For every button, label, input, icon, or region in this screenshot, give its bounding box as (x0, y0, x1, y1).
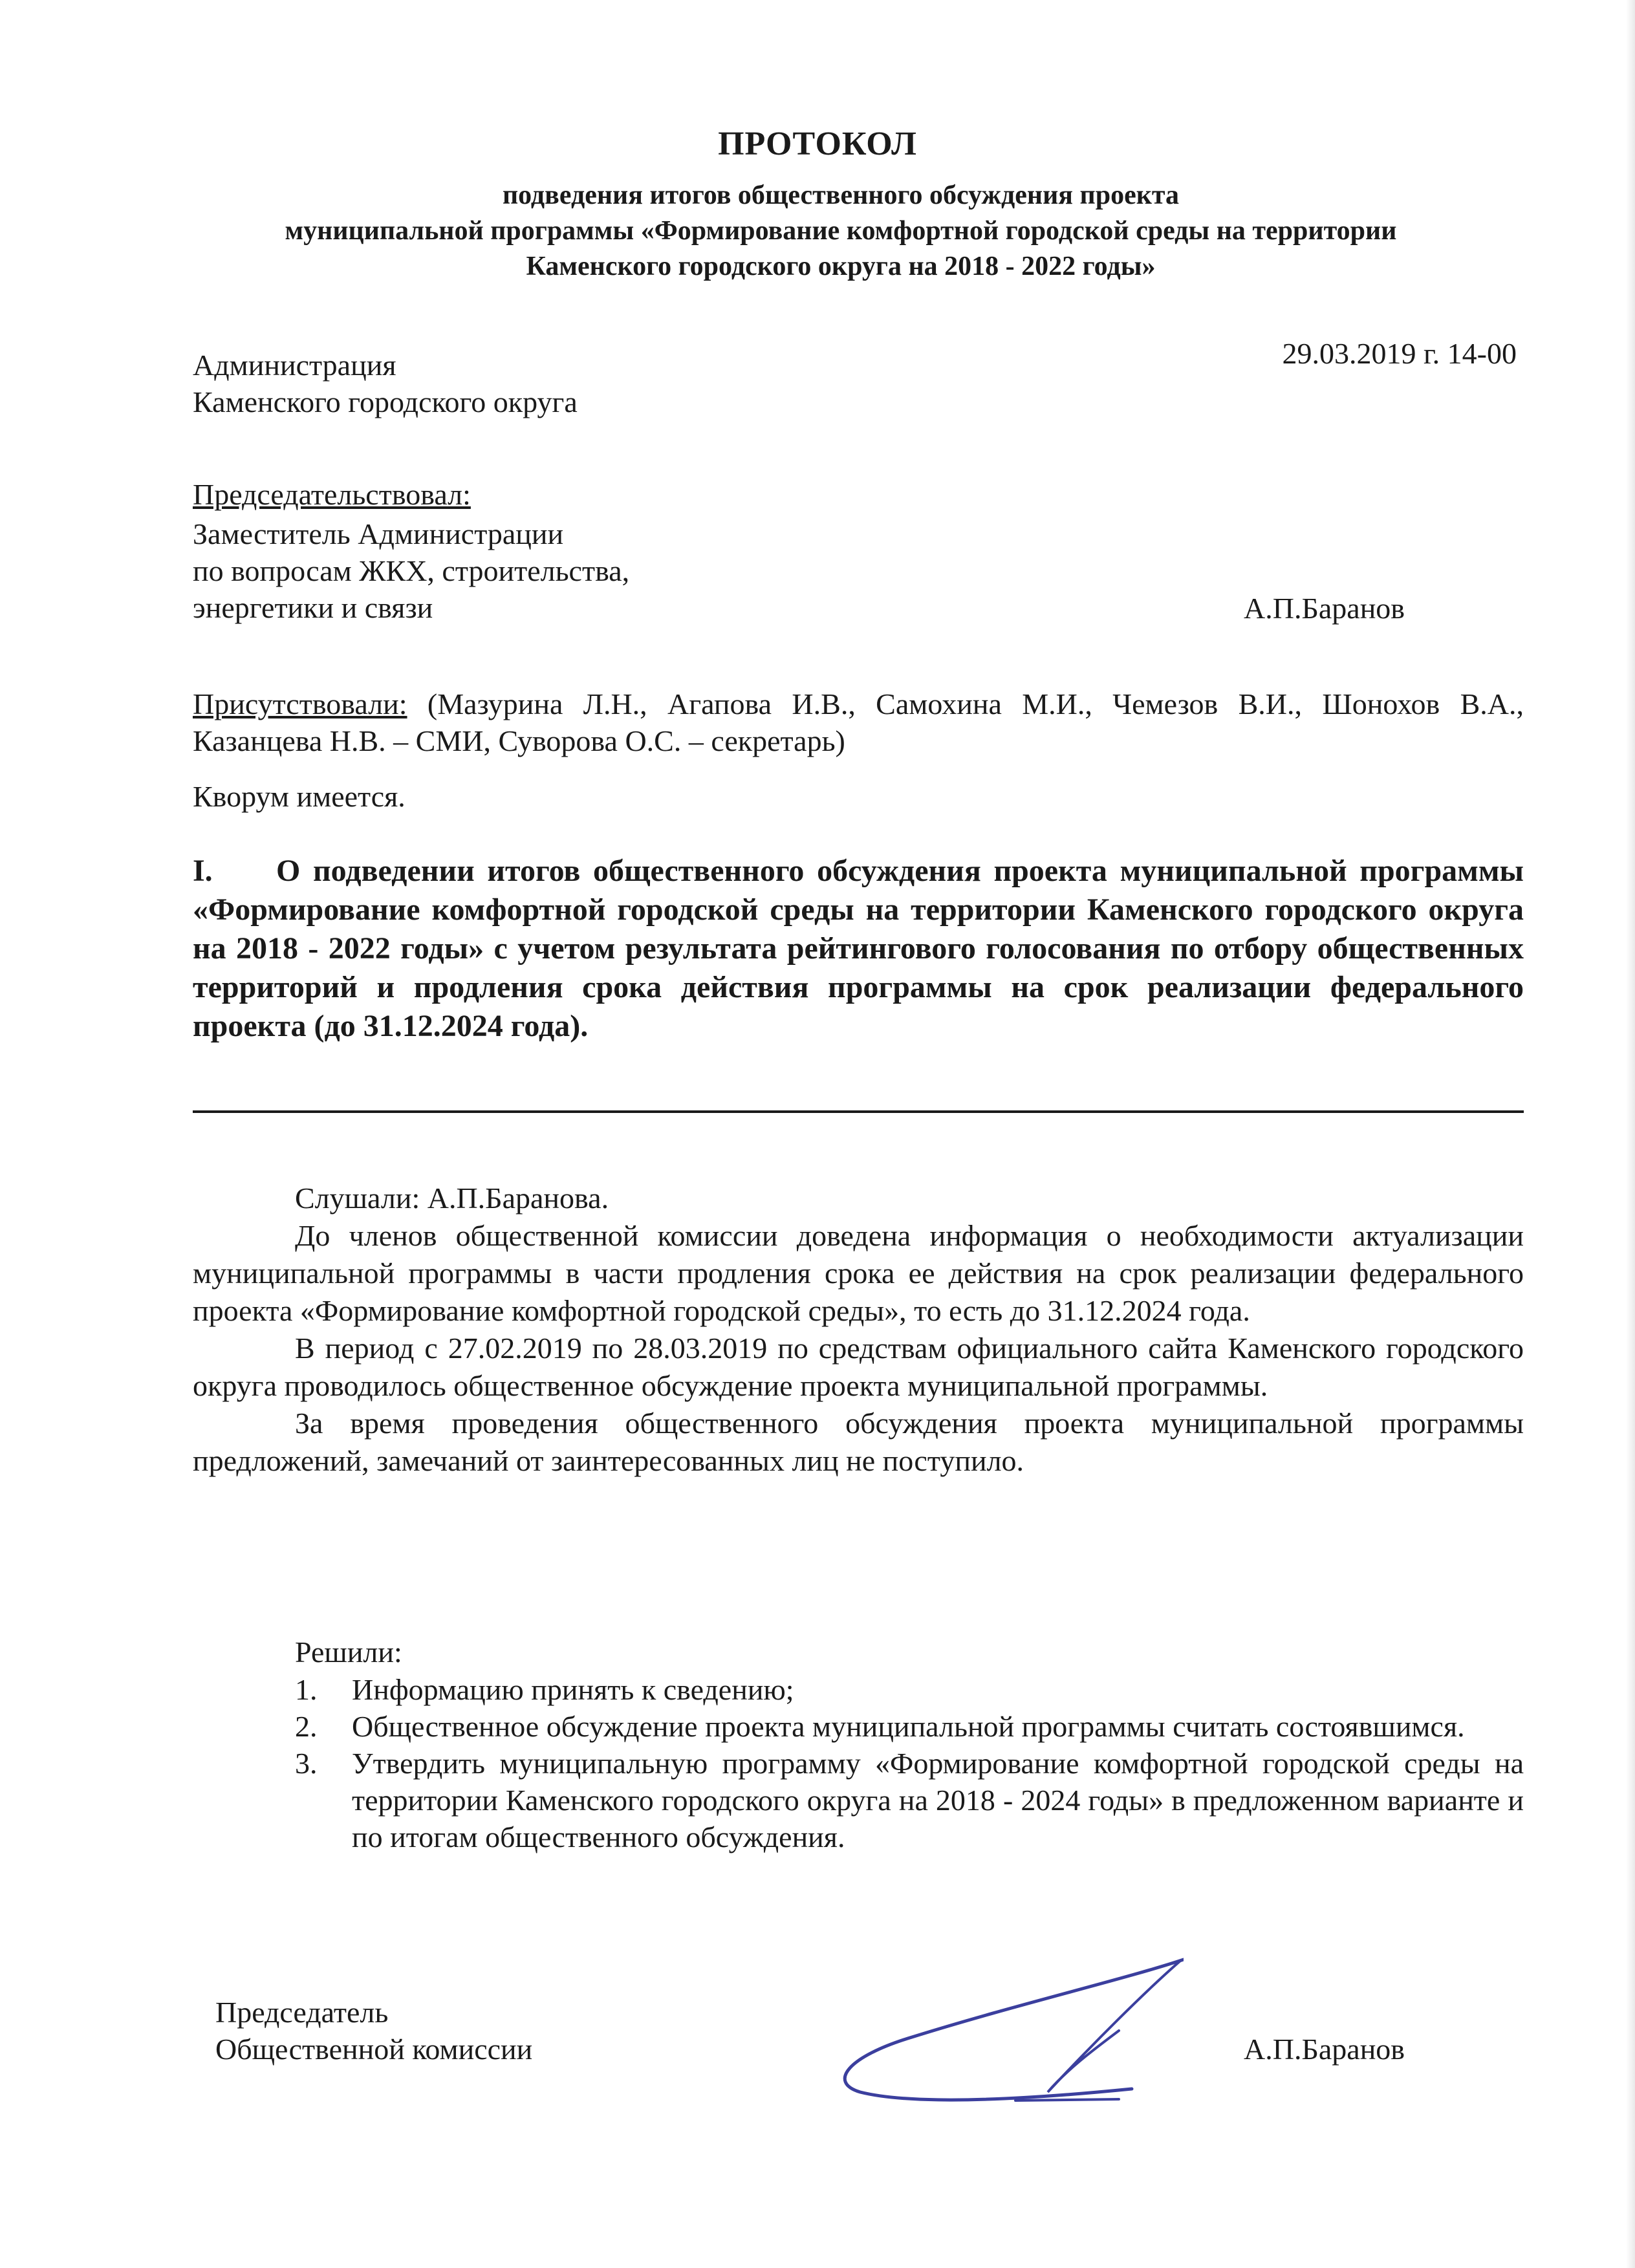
body-paragraph: За время проведения общественного обсуждения проекта муниципальной программы предложений, замечаний от заинтересованных лиц не поступило. (193, 1407, 1524, 1477)
signatory-role (215, 1994, 532, 2068)
chair-position-line: Заместитель Администрации (193, 517, 564, 550)
decision-text: Утвердить муниципальную программу «Формирование комфортной городской среды на территории Каменского городского округа на 2018 - 2024 годы» в предложенном варианте и по итогам общественного обсуждения. (352, 1747, 1524, 1853)
decision-text: Общественное обсуждение проекта муниципальной программы считать состоявшимся. (352, 1710, 1465, 1743)
document-title: ПРОТОКОЛ (718, 125, 917, 162)
subtitle-line: Каменского городского округа на 2018 - 2022 годы» (526, 252, 1156, 281)
decision-number: 3. (295, 1747, 318, 1780)
scan-edge-shadow (1626, 0, 1635, 2268)
agenda-section (193, 852, 1524, 1046)
chair-position-line: по вопросам ЖКХ, строительства, (193, 554, 630, 587)
signatory-role-line: Председатель (215, 1996, 389, 2029)
minutes-body (193, 1180, 1524, 1480)
decision-text: Информацию принять к сведению; (352, 1673, 794, 1706)
attendance-label: Присутствовали: (193, 687, 407, 720)
org-line: Администрация (193, 349, 396, 382)
handwritten-signature (821, 1953, 1184, 2108)
chair-name: А.П.Баранов (1244, 592, 1405, 625)
section-number: I. (193, 854, 213, 888)
chair-position-line: энергетики и связи (193, 591, 433, 624)
decision-number: 1. (295, 1673, 318, 1706)
document-subtitle (162, 178, 1520, 285)
heard-line: Слушали: А.П.Баранова. (295, 1182, 609, 1215)
decided-label: Решили: (295, 1636, 402, 1669)
quorum-statement: Кворум имеется. (193, 780, 406, 813)
subtitle-line: подведения итогов общественного обсуждения проекта (502, 180, 1180, 210)
decision-item (295, 1745, 1524, 1855)
meeting-date: 29.03.2019 г. 14-00 (1282, 337, 1517, 370)
subtitle-line: муниципальной программы «Формирование комфортной городской среды на территории (285, 216, 1397, 246)
decision-item (295, 1708, 1524, 1745)
section-text: О подведении итогов общественного обсуждения проекта муниципальной программы «Формирование комфортной городской среды на территории Каменского городского округа на 2018 - 2022 годы» с учетом результата рейтингового голосования по отбору общественных территорий и продления срока действия программы на срок реализации федерального проекта (до 31.12.2024 года). (193, 854, 1524, 1043)
decision-number: 2. (295, 1710, 318, 1743)
body-paragraph: До членов общественной комиссии доведена информация о необходимости актуализации муниципальной программы в части продления срока ее действия на срок реализации федерального проекта «Формирование комфортной городской среды», то есть до 31.12.2024 года. (193, 1219, 1524, 1327)
signatory-role-line: Общественной комиссии (215, 2033, 533, 2066)
attendance-names: (Мазурина Л.Н., Агапова И.В., Самохина М.И., Чемезов В.И., Шонохов В.А., Казанцева Н.В. – СМИ, Суворова О.С. – секретарь) (193, 687, 1524, 757)
chair-heading: Председательствовал: (193, 478, 471, 511)
decision-list (295, 1671, 1524, 1855)
chair-position (193, 515, 629, 626)
attendance-list (193, 686, 1524, 759)
signatory-name: А.П.Баранов (1244, 2033, 1405, 2066)
org-line: Каменского городского округа (193, 385, 578, 418)
section-divider (193, 1110, 1524, 1113)
decision-item (295, 1671, 1524, 1708)
organization-name (193, 347, 578, 420)
body-paragraph: В период с 27.02.2019 по 28.03.2019 по средствам официального сайта Каменского городского округа проводилось общественное обсуждение проекта муниципальной программы. (193, 1332, 1524, 1402)
